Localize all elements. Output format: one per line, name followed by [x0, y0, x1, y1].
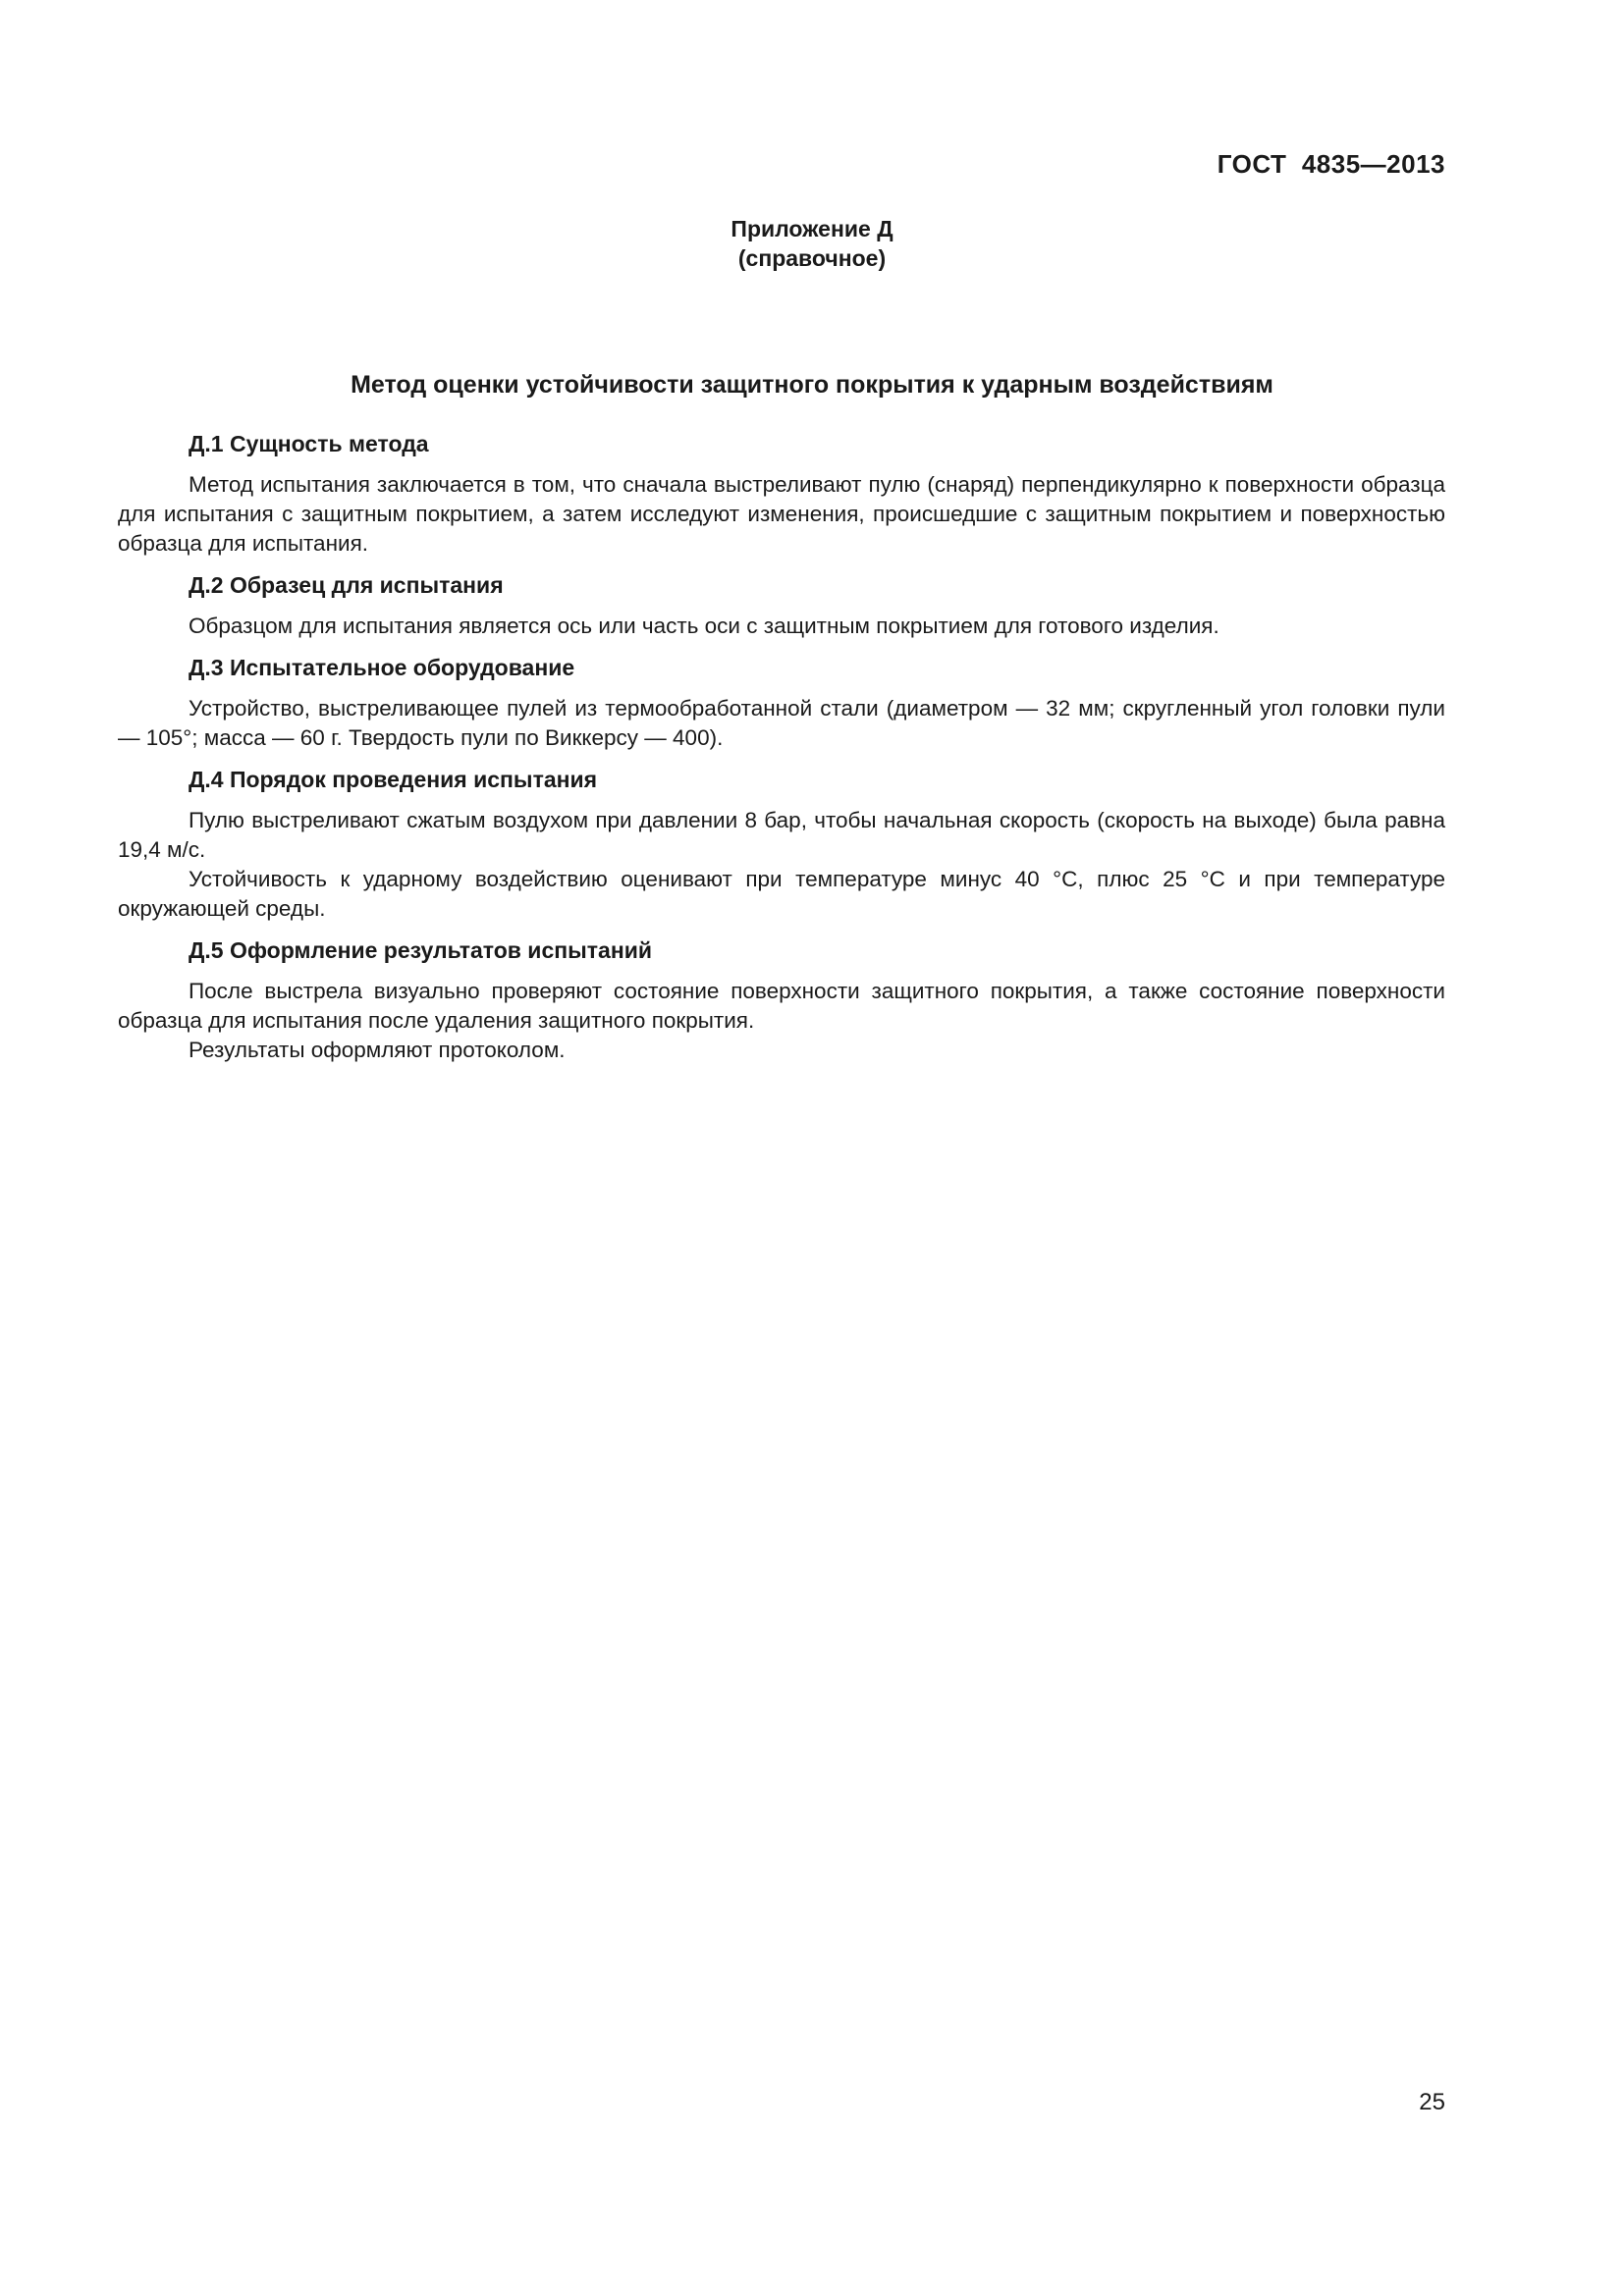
section-d2 [118, 570, 1445, 641]
section-paragraph: Устройство, выстреливающее пулей из термообработанной стали (диаметром — 32 мм; скругленный угол головки пули — 105°; масса — 60 г. Твердость пули по Виккерсу — 400). [118, 696, 1445, 750]
document-code: ГОСТ 4835—2013 [1217, 149, 1445, 179]
main-title: Метод оценки устойчивости защитного покрытия к ударным воздействиям [351, 371, 1273, 399]
section-paragraph: Результаты оформляют протоколом. [189, 1038, 566, 1062]
section-paragraph: Пулю выстреливают сжатым воздухом при давлении 8 бар, чтобы начальная скорость (скорость на выходе) была равна 19,4 м/с. [118, 808, 1445, 862]
section-paragraph: Метод испытания заключается в том, что сначала выстреливают пулю (снаряд) перпендикулярно к поверхности образца для испытания с защитным покрытием, а затем исследуют изменения, происшедшие с защитным покрытием и поверхностью образца для испытания. [118, 472, 1445, 556]
section-heading: Д.5 Оформление результатов испытаний [189, 937, 652, 963]
section-d5 [118, 935, 1445, 1065]
section-paragraph: Устойчивость к ударному воздействию оценивают при температуре минус 40 °С, плюс 25 °С и при температуре окружающей среды. [118, 867, 1445, 921]
section-d4 [118, 765, 1445, 924]
section-d3 [118, 653, 1445, 753]
section-heading: Д.1 Сущность метода [189, 431, 429, 456]
section-paragraph: Образцом для испытания является ось или часть оси с защитным покрытием для готового изделия. [189, 614, 1219, 638]
annex-title: Приложение Д [731, 216, 893, 241]
section-d1 [118, 429, 1445, 559]
page-number: 25 [1419, 2089, 1445, 2115]
section-heading: Д.2 Образец для испытания [189, 572, 504, 598]
section-heading: Д.4 Порядок проведения испытания [189, 767, 598, 792]
annex-block [0, 214, 1624, 273]
section-heading: Д.3 Испытательное оборудование [189, 655, 575, 680]
annex-status: (справочное) [737, 245, 887, 271]
section-paragraph: После выстрела визуально проверяют состояние поверхности защитного покрытия, а также состояние поверхности образца для испытания после удаления защитного покрытия. [118, 979, 1445, 1033]
document-body [118, 429, 1445, 1065]
